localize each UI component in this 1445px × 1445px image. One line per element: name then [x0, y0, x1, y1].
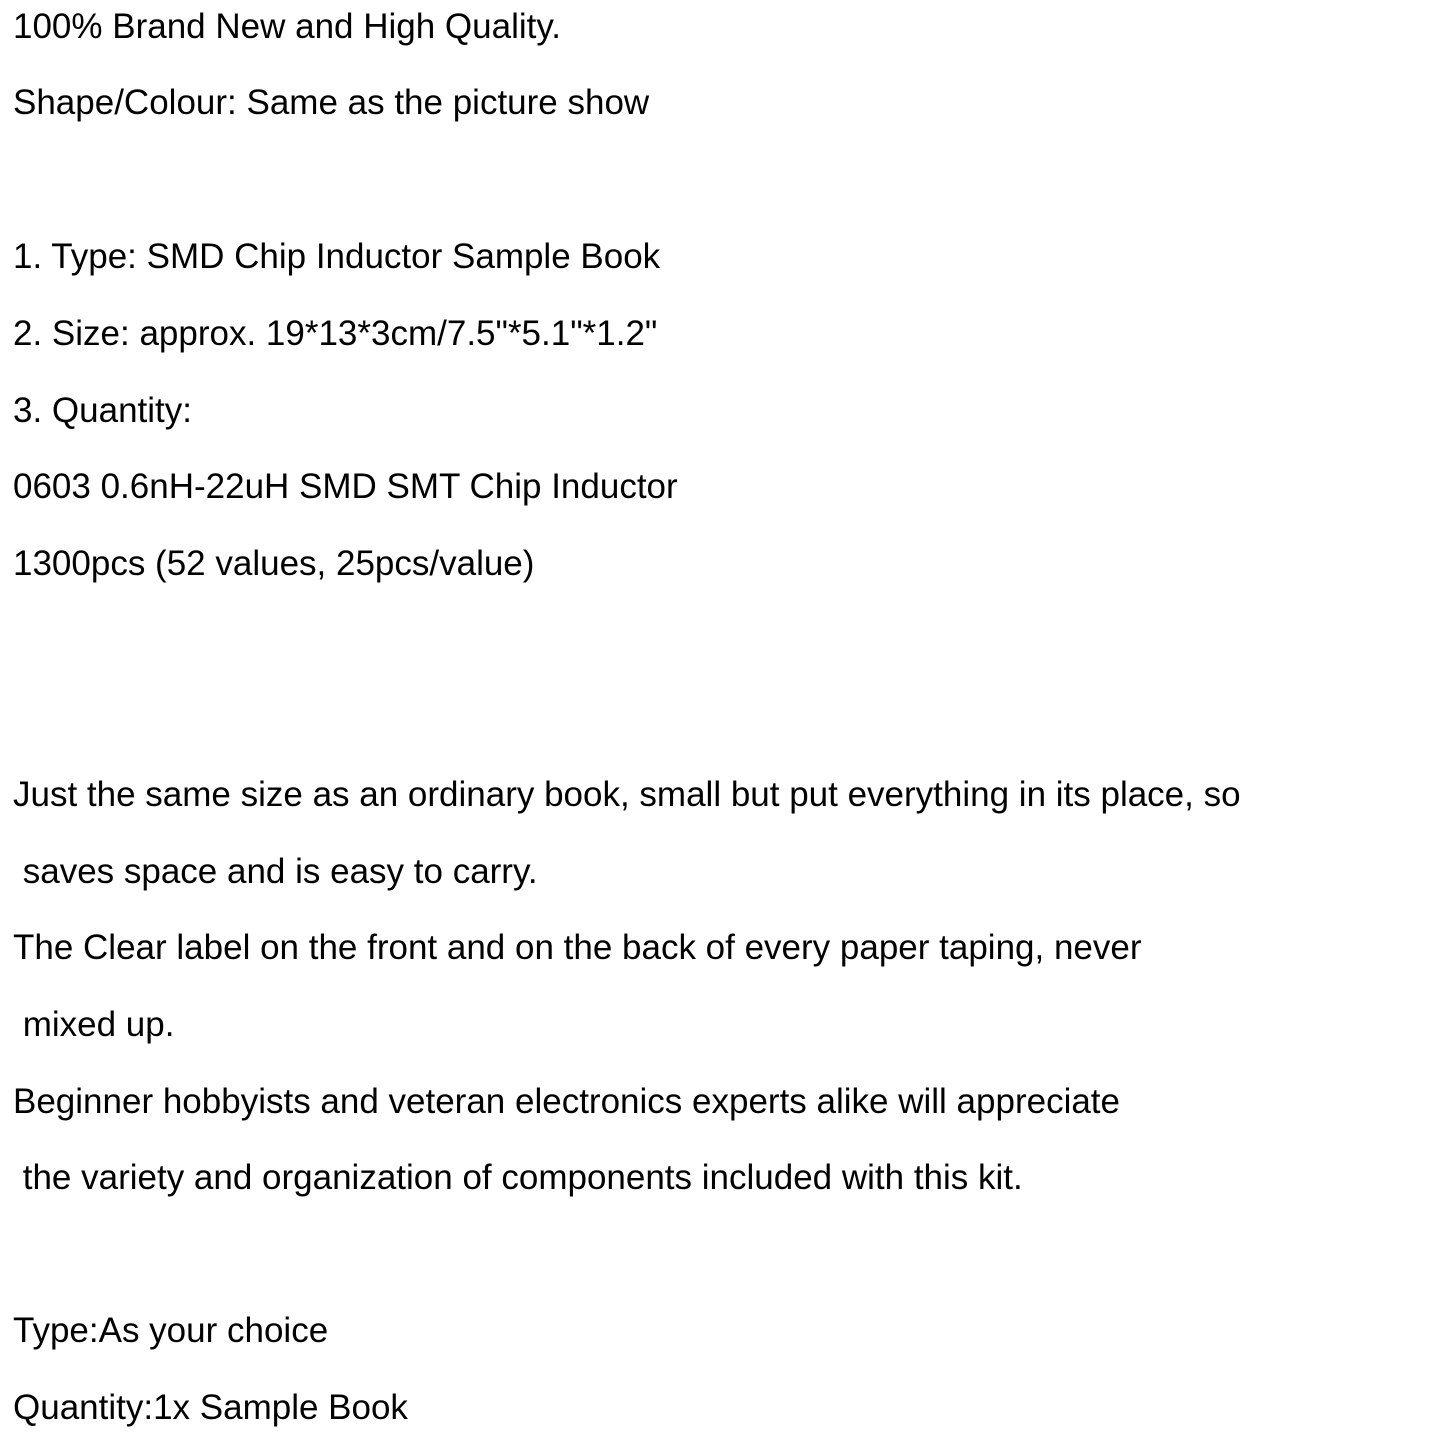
- package-quantity: Quantity:1x Sample Book: [13, 1388, 408, 1427]
- spec-count: 1300pcs (52 values, 25pcs/value): [13, 544, 535, 583]
- spec-product: 0603 0.6nH-22uH SMD SMT Chip Inductor: [13, 467, 678, 506]
- package-type: Type:As your choice: [13, 1311, 329, 1350]
- description-line: mixed up.: [13, 1005, 175, 1044]
- description-line: Beginner hobbyists and veteran electronics experts alike will appreciate: [13, 1082, 1120, 1121]
- spec-type: 1. Type: SMD Chip Inductor Sample Book: [13, 237, 661, 276]
- description-line: the variety and organization of components included with this kit.: [13, 1158, 1023, 1197]
- description-line: Just the same size as an ordinary book, small but put everything in its place, so: [13, 775, 1241, 814]
- description-line: The Clear label on the front and on the back of every paper taping, never: [13, 928, 1142, 967]
- spec-quantity-label: 3. Quantity:: [13, 391, 192, 430]
- shape-colour-note: Shape/Colour: Same as the picture show: [13, 83, 650, 122]
- quality-statement: 100% Brand New and High Quality.: [13, 7, 561, 46]
- description-line: saves space and is easy to carry.: [13, 852, 538, 891]
- spec-size: 2. Size: approx. 19*13*3cm/7.5"*5.1"*1.2": [13, 314, 658, 353]
